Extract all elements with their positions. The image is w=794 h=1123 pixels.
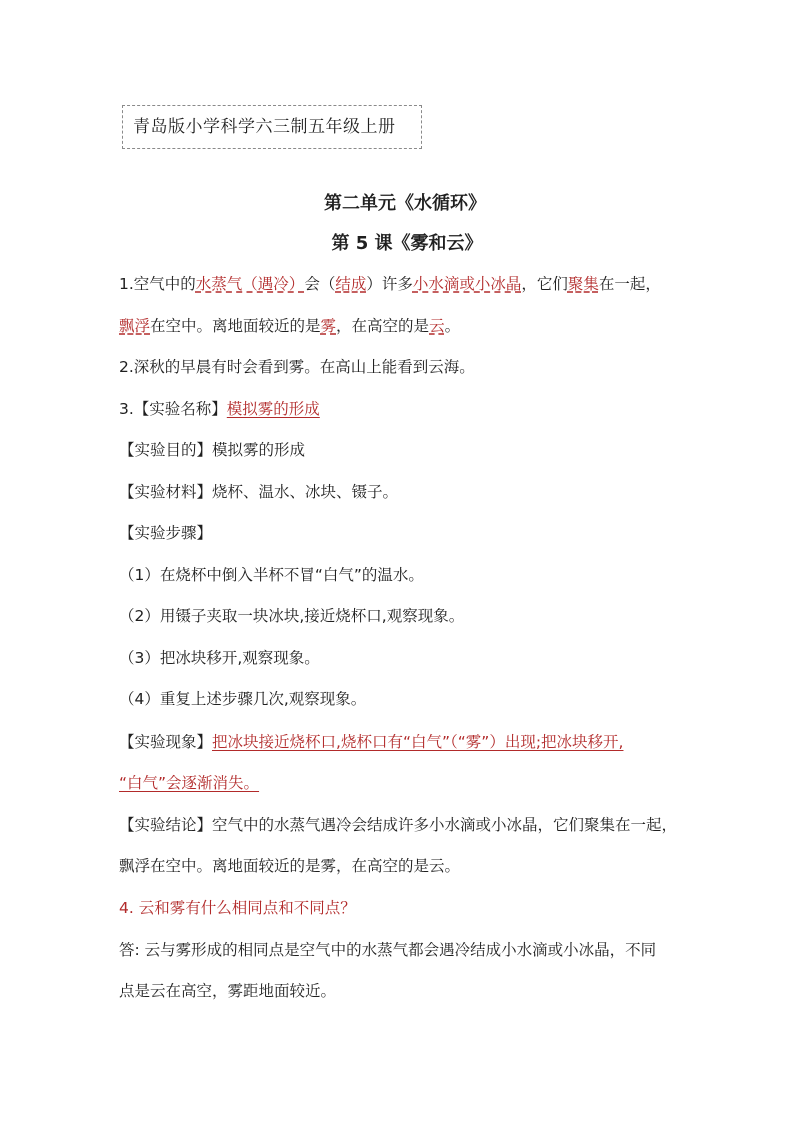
paragraph-1-line-2 xyxy=(119,314,694,338)
step-item: （4）重复上述步骤几次,观察现象。 xyxy=(119,690,367,708)
p1-text: 在空中。离地面较近的是 xyxy=(150,317,321,335)
phenomenon-text: 把冰块接近烧杯口,烧杯口有“白气”（“雾”）出现;把冰块移开, xyxy=(212,733,624,751)
experiment-name-label: 3.【实验名称】 xyxy=(119,400,227,418)
experiment-name xyxy=(119,397,694,421)
header-textbox: 青岛版小学科学六三制五年级上册 xyxy=(122,105,422,149)
p1-term-fog: 雾 xyxy=(320,317,337,335)
answer-line-1: 答: 云与雾形成的相同点是空气中的水蒸气都会遇冷结成小水滴或小冰晶，不同 xyxy=(119,941,657,959)
p1-text: 在一起， xyxy=(598,275,661,293)
p1-text: ，在高空的是 xyxy=(336,317,430,335)
experiment-phenomenon-line-1 xyxy=(119,730,694,754)
p1-term-droplets: 小水滴或小冰晶 xyxy=(412,275,522,293)
phenomenon-label: 【实验现象】 xyxy=(119,733,213,751)
experiment-phenomenon-line-2 xyxy=(119,771,694,795)
answer-line-2: 点是云在高空，雾距地面较近。 xyxy=(119,982,337,1000)
step-item: （1）在烧杯中倒入半杯不冒“白气”的温水。 xyxy=(119,566,424,584)
phenomenon-text: “白气”会逐渐消失。 xyxy=(119,774,260,792)
p1-term-gather: 聚集 xyxy=(567,275,599,293)
p1-term-cloud: 云 xyxy=(429,317,445,335)
p1-text: 会（ xyxy=(304,275,336,293)
paragraph-1-line-1 xyxy=(119,272,694,296)
experiment-name-value: 模拟雾的形成 xyxy=(226,400,320,418)
step-item: （3）把冰块移开,观察现象。 xyxy=(119,649,320,667)
step-item: （2）用镊子夹取一块冰块,接近烧杯口,观察现象。 xyxy=(119,607,465,625)
experiment-steps-label: 【实验步骤】 xyxy=(119,524,213,542)
p1-term-float: 飘浮 xyxy=(119,317,151,335)
p1-term-vapor: 水蒸气（遇冷） xyxy=(195,275,305,293)
p1-text: 1.空气中的 xyxy=(119,275,196,293)
lesson-title: 第 5 课《雾和云》 xyxy=(331,233,483,254)
experiment-conclusion-line-2: 飘浮在空中。离地面较近的是雾，在高空的是云。 xyxy=(119,857,461,875)
experiment-materials: 【实验材料】烧杯、温水、冰块、镊子。 xyxy=(119,483,399,501)
p1-text: ）许多 xyxy=(366,275,413,293)
experiment-conclusion-line-1: 【实验结论】空气中的水蒸气遇冷会结成许多小水滴或小冰晶，它们聚集在一起， xyxy=(119,816,678,834)
question-4: 4. 云和雾有什么相同点和不同点？ xyxy=(119,899,356,917)
paragraph-2: 2.深秋的早晨有时会看到雾。在高山上能看到云海。 xyxy=(119,358,475,376)
p1-text: ，它们 xyxy=(521,275,568,293)
experiment-purpose: 【实验目的】模拟雾的形成 xyxy=(119,441,306,459)
unit-title: 第二单元《水循环》 xyxy=(324,193,486,214)
p1-text: 。 xyxy=(444,317,461,335)
p1-term-form: 结成 xyxy=(335,275,367,293)
